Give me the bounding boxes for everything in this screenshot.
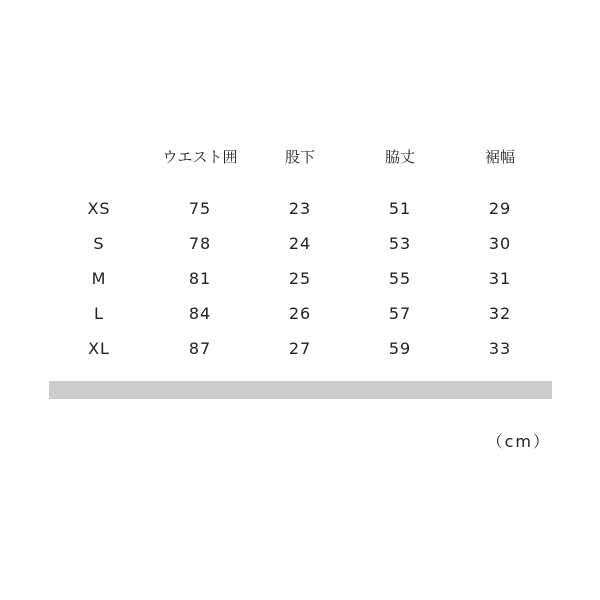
table-cell: 55: [388, 269, 412, 288]
header-waist: ウエスト囲: [162, 148, 238, 166]
table-cell: 25: [288, 269, 312, 288]
table-cell: 87: [188, 339, 212, 358]
table-cell: 51: [388, 199, 412, 218]
table-cell: 78: [188, 234, 212, 253]
table-cell: 84: [188, 304, 212, 323]
divider-bar: [49, 381, 552, 399]
size-label-xs: XS: [87, 199, 111, 218]
table-cell: 33: [488, 339, 512, 358]
header-inseam: 股下: [284, 148, 315, 166]
table-cell: 59: [388, 339, 412, 358]
table-cell: 27: [288, 339, 312, 358]
table-cell: 24: [288, 234, 312, 253]
table-cell: 57: [388, 304, 412, 323]
table-cell: 30: [488, 234, 512, 253]
size-label-s: S: [93, 234, 105, 253]
size-label-xl: XL: [88, 339, 110, 358]
table-cell: 53: [388, 234, 412, 253]
header-side-length: 脇丈: [384, 148, 415, 166]
table-cell: 75: [188, 199, 212, 218]
table-cell: 32: [488, 304, 512, 323]
table-cell: 81: [188, 269, 212, 288]
header-hem-width: 裾幅: [484, 148, 515, 166]
unit-label: （cm）: [486, 432, 551, 451]
table-cell: 31: [488, 269, 512, 288]
table-cell: 29: [488, 199, 512, 218]
size-label-m: M: [91, 269, 107, 288]
table-cell: 26: [288, 304, 312, 323]
table-cell: 23: [288, 199, 312, 218]
size-label-l: L: [94, 304, 104, 323]
